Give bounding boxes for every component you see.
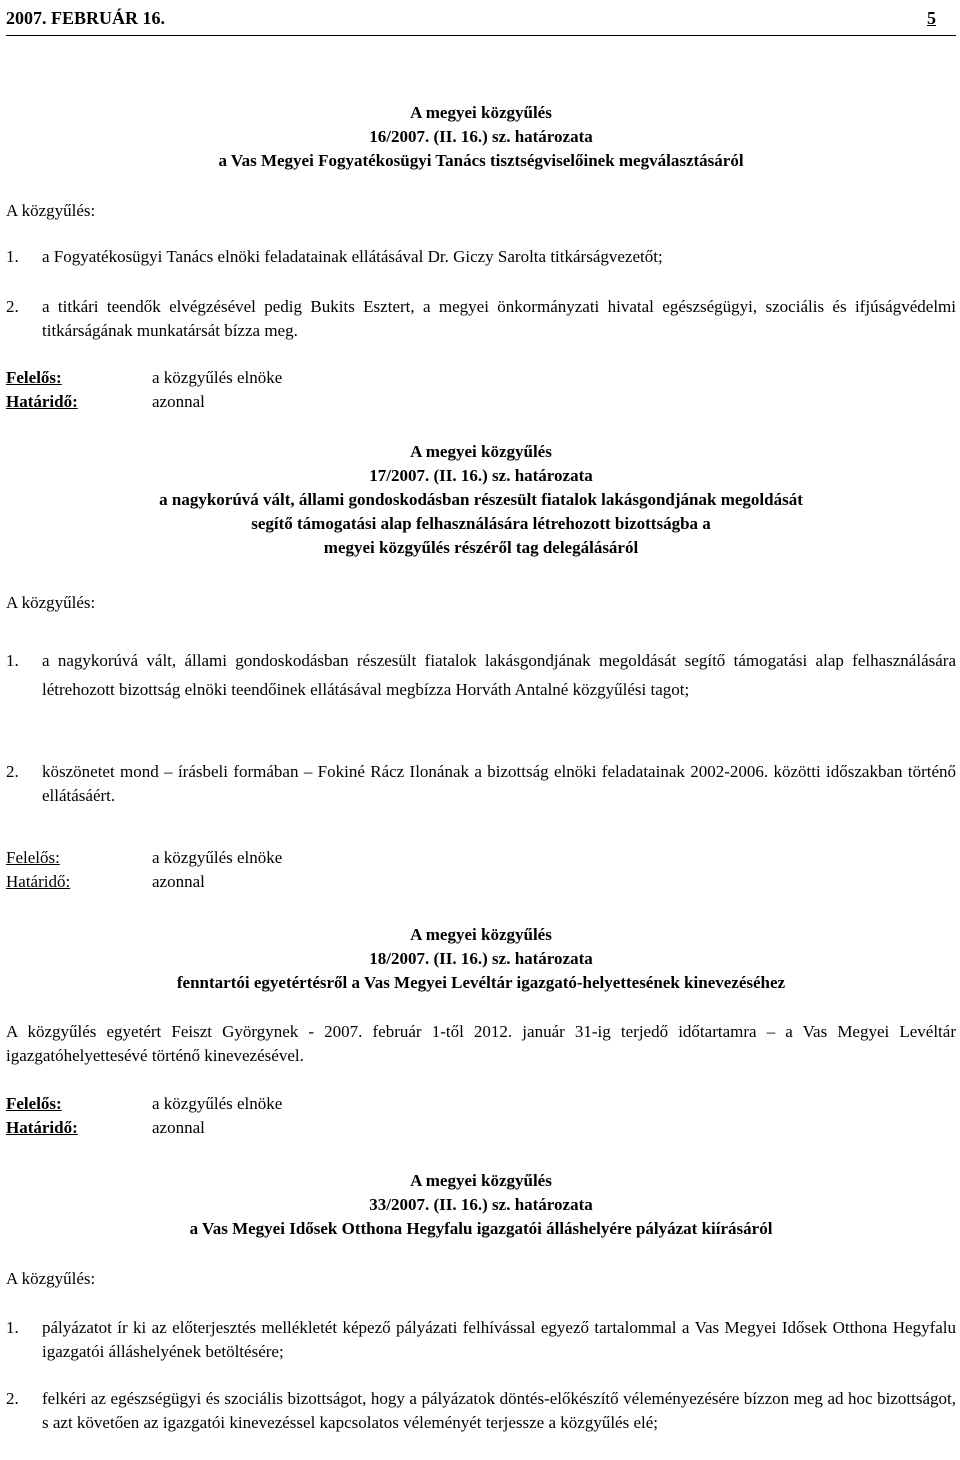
responsible-value: a közgyűlés elnöke — [152, 848, 283, 867]
deadline-value: azonnal — [152, 1118, 205, 1137]
item-text: felkéri az egészségügyi és szociális bizottságot, hogy a pályázatok döntés-előkészítő véleményezésére bízzon meg ad hoc bizottságot, s azt követően az igazgatói kinevezéssel kapcsolatos véleményét terjessze a közgyűlés elé; — [42, 1389, 956, 1432]
item-number: 1. — [6, 651, 19, 670]
responsible-value: a közgyűlés elnöke — [152, 368, 283, 387]
resolution-17 — [6, 440, 956, 560]
responsible-label: Felelős: — [6, 368, 62, 387]
resolution-subject: a Vas Megyei Idősek Otthona Hegyfalu igazgatói álláshelyére pályázat kiírásáról — [189, 1219, 773, 1238]
header-date: 2007. FEBRUÁR 16. — [6, 8, 166, 28]
resolution-subject: a Vas Megyei Fogyatékosügyi Tanács tisztségviselőinek megválasztásáról — [218, 151, 744, 170]
header-divider — [6, 35, 956, 36]
responsible-label: Felelős: — [6, 1094, 62, 1113]
resolution-body: A megyei közgyűlés — [410, 442, 552, 461]
responsible-value: a közgyűlés elnöke — [152, 1094, 283, 1113]
responsibility-block — [6, 1092, 956, 1140]
resolution-intro: A közgyűlés: — [6, 1269, 96, 1288]
deadline-label: Határidő: — [6, 872, 71, 891]
deadline-label: Határidő: — [6, 392, 78, 411]
deadline-value: azonnal — [152, 392, 205, 411]
deadline-label: Határidő: — [6, 1118, 78, 1137]
resolution-intro: A közgyűlés: — [6, 593, 96, 612]
resolution-18 — [6, 923, 956, 995]
responsible-label: Felelős: — [6, 848, 60, 867]
item-text: köszönetet mond – írásbeli formában – Fokiné Rácz Ilonának a bizottság elnöki feladatainak 2002-2006. közötti időszakban történő ellátásáért. — [42, 762, 956, 805]
list-item — [6, 1316, 956, 1364]
item-text: a titkári teendők elvégzésével pedig Bukits Esztert, a megyei önkormányzati hivatal egészségügyi, szociális és ifjúságvédelmi titkárságának munkatársát bízza meg. — [42, 297, 956, 340]
item-number: 1. — [6, 1318, 19, 1337]
deadline-value: azonnal — [152, 872, 205, 891]
responsibility-block — [6, 846, 956, 894]
item-number: 1. — [6, 247, 19, 266]
resolution-body: A megyei közgyűlés — [410, 1171, 552, 1190]
item-text: a nagykorúvá vált, állami gondoskodásban részesült fiatalok lakásgondjának megoldását segítő támogatási alap felhasználására létrehozott bizottság elnöki teendőinek ellátásával megbízza Horváth Antalné közgyűlési tagot; — [42, 651, 956, 699]
list-item — [6, 646, 956, 704]
list-item — [6, 245, 956, 269]
page-number: 5 — [927, 8, 936, 28]
resolution-subject: fenntartói egyetértésről a Vas Megyei Levéltár igazgató-helyettesének kinevezéséhez — [176, 973, 786, 992]
item-text: a Fogyatékosügyi Tanács elnöki feladatainak ellátásával Dr. Giczy Sarolta titkárságvezetőt; — [42, 247, 663, 266]
list-item — [6, 295, 956, 343]
resolution-number: 17/2007. (II. 16.) sz. határozata — [369, 466, 593, 485]
resolution-body: A megyei közgyűlés — [410, 103, 552, 122]
resolution-number: 18/2007. (II. 16.) sz. határozata — [369, 949, 593, 968]
item-number: 2. — [6, 297, 19, 316]
resolution-body: A megyei közgyűlés — [410, 925, 552, 944]
document-page — [6, 0, 956, 1432]
list-item — [6, 1387, 956, 1435]
resolution-number: 16/2007. (II. 16.) sz. határozata — [369, 127, 593, 146]
list-item — [6, 760, 956, 808]
resolution-number: 33/2007. (II. 16.) sz. határozata — [369, 1195, 593, 1214]
item-number: 2. — [6, 762, 19, 781]
responsibility-block — [6, 366, 956, 414]
resolution-16 — [6, 101, 956, 173]
item-number: 2. — [6, 1389, 19, 1408]
resolution-subject: a nagykorúvá vált, állami gondoskodásban részesült fiatalok lakásgondjának megoldását — [159, 490, 803, 509]
resolution-intro: A közgyűlés: — [6, 201, 96, 220]
resolution-subject: megyei közgyűlés részéről tag delegálásáról — [323, 538, 639, 557]
resolution-subject: segítő támogatási alap felhasználására létrehozott bizottságba a — [251, 514, 711, 533]
page-header — [6, 0, 956, 30]
resolution-paragraph: A közgyűlés egyetért Feiszt Györgynek - 2007. február 1-től 2012. január 31-ig terjedő időtartamra – a Vas Megyei Levéltár igazgatóhelyettesévé történő kinevezésével. — [6, 1022, 956, 1065]
resolution-33 — [6, 1169, 956, 1241]
item-text: pályázatot ír ki az előterjesztés mellékletét képező pályázati felhívással egyező tartalommal a Vas Megyei Idősek Otthona Hegyfalu igazgatói álláshelyének betöltésére; — [42, 1318, 956, 1361]
